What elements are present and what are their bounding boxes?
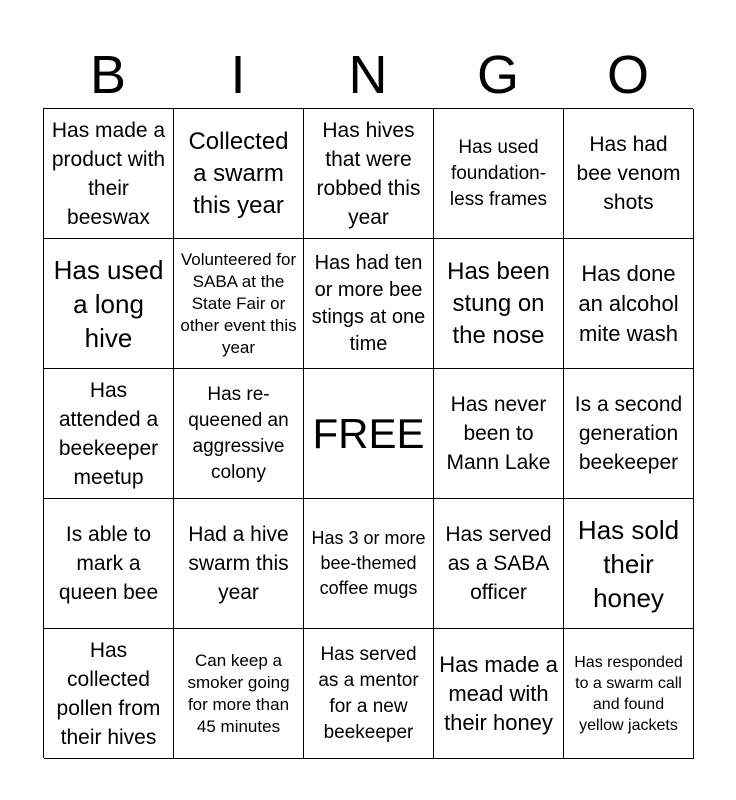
bingo-cell[interactable] <box>434 629 564 759</box>
bingo-cell[interactable] <box>44 239 174 369</box>
bingo-cell[interactable] <box>174 239 304 369</box>
bingo-cell[interactable] <box>44 499 174 629</box>
cell-text: Collected a swarm this year <box>188 127 289 219</box>
header-letter-b: B <box>89 45 127 105</box>
cell-text: Has used foundation-less frames <box>449 136 548 210</box>
bingo-cell[interactable] <box>434 239 564 369</box>
header-letter-o: O <box>606 45 649 105</box>
cell-text: Has responded to a swarm call and found yellow jackets <box>574 653 683 734</box>
bingo-cell[interactable] <box>564 499 694 629</box>
bingo-cell[interactable] <box>564 369 694 499</box>
cell-text: Has collected pollen from their hives <box>56 638 161 749</box>
bingo-cell[interactable] <box>44 109 174 239</box>
cell-text: Has made a product with their beeswax <box>51 118 166 229</box>
free-space[interactable] <box>304 369 434 499</box>
bingo-cell[interactable] <box>44 369 174 499</box>
bingo-cell[interactable] <box>304 239 434 369</box>
bingo-header <box>43 42 693 108</box>
bingo-cell[interactable] <box>304 499 434 629</box>
cell-text: Has never been to Mann Lake <box>446 393 551 474</box>
header-letter-i: I <box>230 45 246 105</box>
cell-text: Has had ten or more bee stings at one time <box>311 251 426 355</box>
cell-text: Has used a long hive <box>53 254 164 353</box>
bingo-cell[interactable] <box>434 369 564 499</box>
cell-text: Has made a mead with their honey <box>439 652 558 735</box>
cell-text: Can keep a smoker going for more than 45 minutes <box>187 650 290 736</box>
cell-text: Has attended a beekeeper meetup <box>58 378 159 489</box>
bingo-cell[interactable] <box>44 629 174 759</box>
bingo-cell[interactable] <box>304 629 434 759</box>
header-letter-g: G <box>476 45 519 105</box>
cell-text: Has been stung on the nose <box>447 257 550 349</box>
cell-text: Has had bee venom shots <box>576 133 681 214</box>
cell-text: Has sold their honey <box>577 514 680 613</box>
cell-text: Has done an alcohol mite wash <box>578 260 679 346</box>
header-letter-n: N <box>348 45 388 105</box>
bingo-cell[interactable] <box>174 369 304 499</box>
cell-text: Volunteered for SABA at the State Fair or other event this year <box>180 249 297 357</box>
cell-text: Is able to mark a queen bee <box>58 523 159 604</box>
bingo-cell[interactable] <box>174 109 304 239</box>
bingo-board <box>43 108 693 758</box>
bingo-cell[interactable] <box>174 629 304 759</box>
cell-text: Has 3 or more bee-themed coffee mugs <box>311 528 426 598</box>
bingo-cell[interactable] <box>174 499 304 629</box>
cell-text: Has served as a SABA officer <box>445 523 552 604</box>
cell-text: Had a hive swarm this year <box>188 523 289 604</box>
bingo-cell[interactable] <box>304 109 434 239</box>
bingo-cell[interactable] <box>564 109 694 239</box>
cell-text: Is a second generation beekeeper <box>574 393 683 474</box>
bingo-cell[interactable] <box>564 629 694 759</box>
free-text: FREE <box>312 409 425 457</box>
bingo-cell[interactable] <box>434 109 564 239</box>
cell-text: Has hives that were robbed this year <box>316 118 421 229</box>
cell-text: Has served as a mentor for a new beekeeper <box>318 643 419 743</box>
bingo-cell[interactable] <box>564 239 694 369</box>
cell-text: Has re-queened an aggressive colony <box>188 383 289 483</box>
bingo-cell[interactable] <box>434 499 564 629</box>
